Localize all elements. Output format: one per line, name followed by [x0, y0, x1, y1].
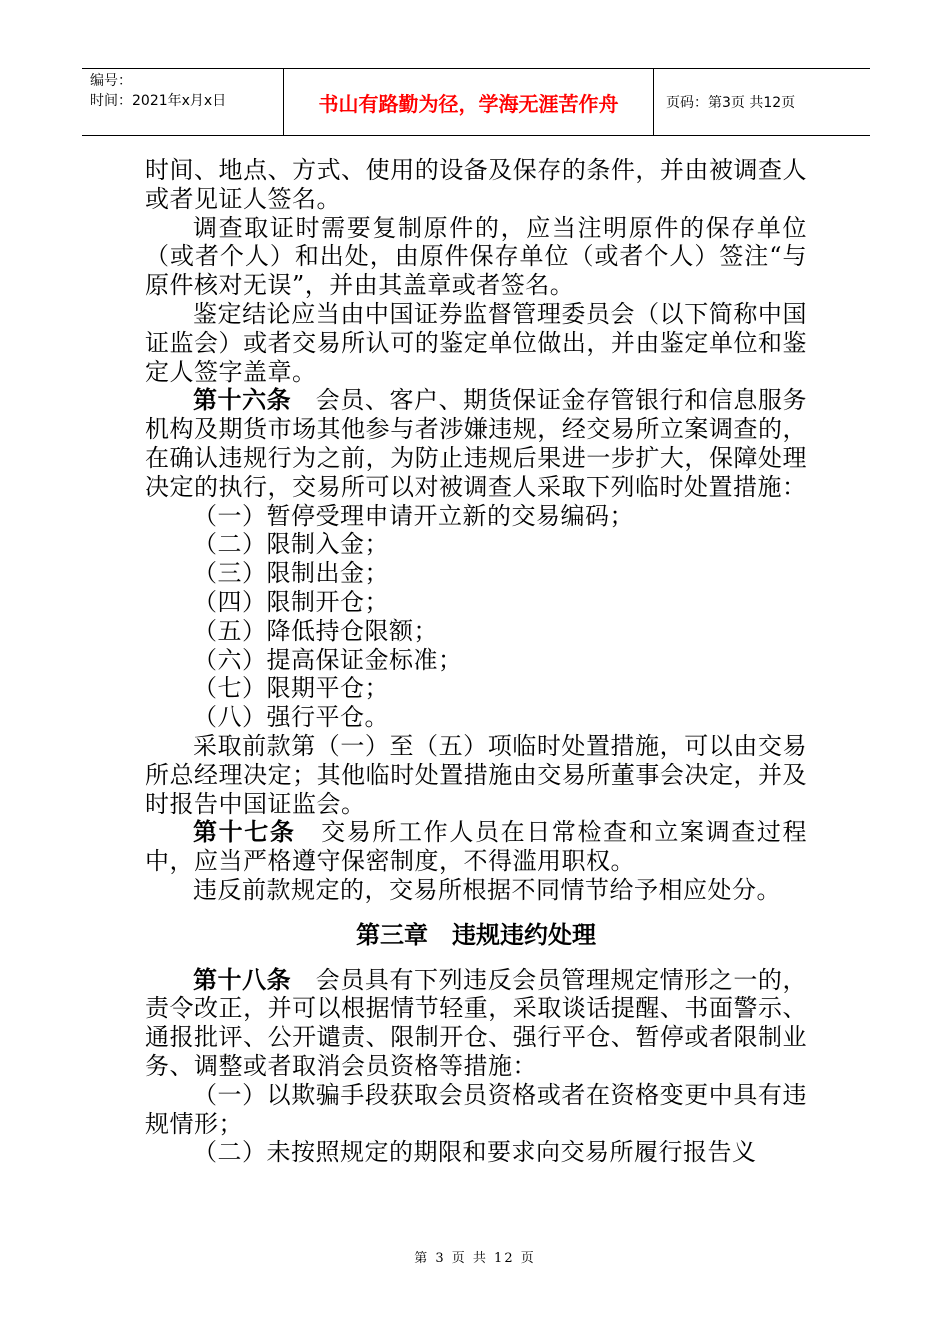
list-item: （八）强行平仓。 — [193, 703, 389, 732]
page-header — [82, 68, 870, 136]
list-item: （二）限制入金； — [193, 530, 389, 559]
document-body — [145, 156, 807, 1167]
article-text: 交易所工作人员在日常检查和立案调查过程中，应当严格遵守保密制度，不得滥用职权。 — [145, 818, 808, 876]
paragraph: 采取前款第（一）至（五）项临时处置措施，可以由交易所总经理决定；其他临时处置措施由交易所董事会决定，并及时报告中国证监会。 — [145, 731, 807, 818]
header-page-info: 页码：第3页 共12页 — [666, 95, 796, 111]
article-16 — [145, 386, 807, 501]
article-title: 第十六条 — [193, 386, 292, 415]
page-footer: 第 3 页 共 12 页 — [414, 1251, 536, 1266]
article-title: 第十八条 — [193, 965, 292, 994]
header-number: 编号： — [90, 73, 132, 89]
list-item: （一）以欺骗手段获取会员资格或者在资格变更中具有违规情形； — [145, 1080, 807, 1138]
list-item: （七）限期平仓； — [193, 674, 389, 703]
article-17 — [145, 818, 807, 876]
list-item: （六）提高保证金标准； — [193, 645, 463, 674]
list-item: （二）未按照规定的期限和要求向交易所履行报告义 — [193, 1138, 757, 1167]
list-item: （三）限制出金； — [193, 559, 389, 588]
article-text: 会员、客户、期货保证金存管银行和信息服务机构及期货市场其他参与者涉嫌违规，经交易所立案调查的，在确认违规行为之前，为防止违规后果进一步扩大，保障处理决定的执行，交易所可以对被调查人采取下列临时处置措施： — [145, 386, 807, 501]
list-item: （四）限制开仓； — [193, 587, 389, 616]
paragraph: 调查取证时需要复制原件的，应当注明原件的保存单位（或者个人）和出处，由原件保存单位（或者个人）签注“与原件核对无误”，并由其盖章或者签名。 — [145, 213, 807, 300]
header-motto: 书山有路勤为径，学海无涯苦作舟 — [284, 69, 654, 135]
article-title: 第十七条 — [193, 818, 296, 847]
chapter-heading: 第三章 违规违约处理 — [356, 920, 596, 949]
header-date: 时间：2021年x月x日 — [90, 93, 227, 109]
header-meta — [82, 69, 284, 135]
list-item: （五）降低持仓限额； — [193, 616, 438, 645]
article-18 — [145, 966, 807, 1081]
paragraph: 违反前款规定的，交易所根据不同情节给予相应处分。 — [193, 875, 781, 904]
paragraph: 鉴定结论应当由中国证券监督管理委员会（以下简称中国证监会）或者交易所认可的鉴定单位做出，并由鉴定单位和鉴定人签字盖章。 — [145, 299, 807, 386]
article-text: 会员具有下列违反会员管理规定情形之一的，责令改正，并可以根据情节轻重，采取谈话提醒、书面警示、通报批评、公开谴责、限制开仓、强行平仓、暂停或者限制业务、调整或者取消会员资格等措施： — [145, 965, 807, 1080]
list-item: （一）暂停受理申请开立新的交易编码； — [193, 501, 634, 530]
paragraph: 时间、地点、方式、使用的设备及保存的条件，并由被调查人或者见证人签名。 — [145, 156, 807, 213]
